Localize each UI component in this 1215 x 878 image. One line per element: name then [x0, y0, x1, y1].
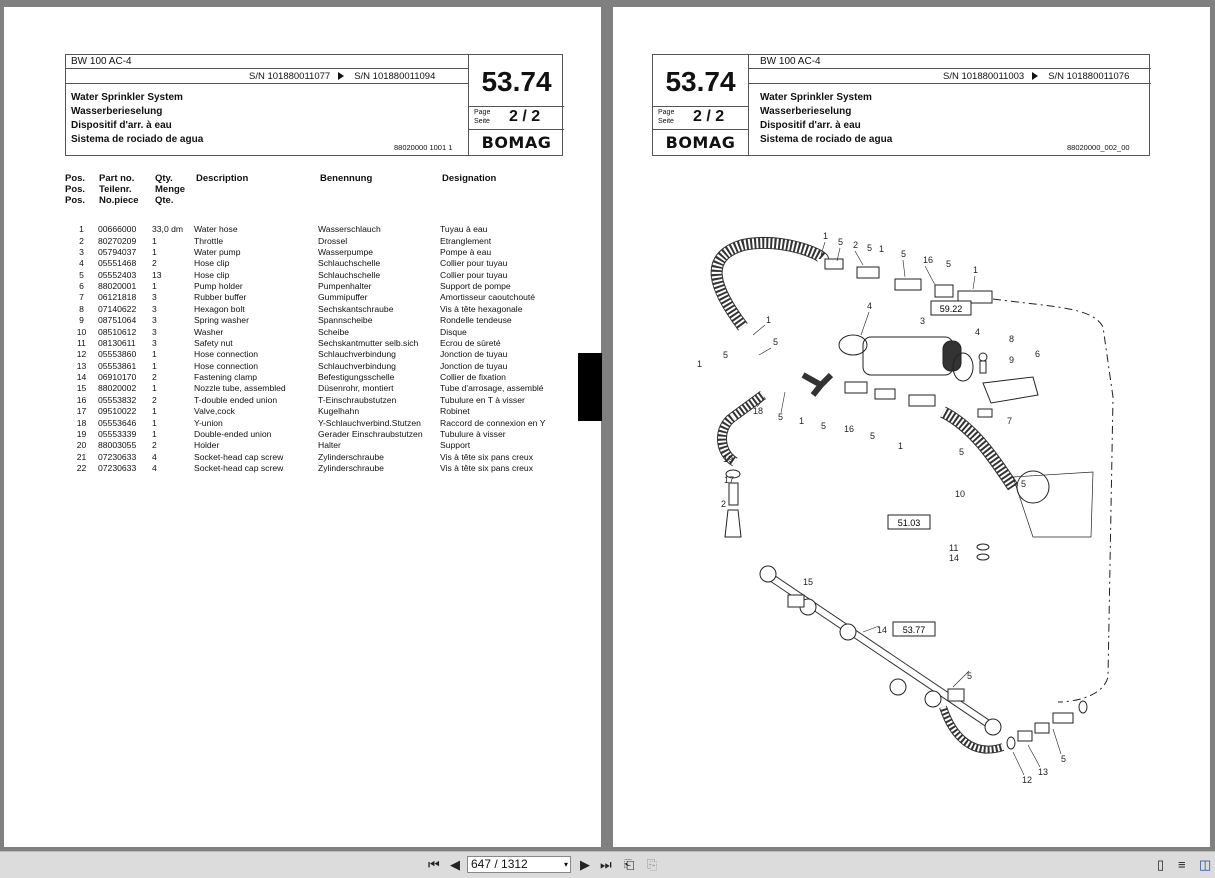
table-row — [65, 429, 545, 440]
table-row — [65, 440, 545, 451]
cell-part: 00666000 — [98, 224, 137, 235]
cell-qty: 1 — [152, 360, 157, 371]
table-row — [65, 372, 545, 383]
right-serial-range — [943, 71, 1129, 82]
cell-ben: Düsenrohr, montiert — [318, 383, 394, 394]
callout: 7 — [1007, 416, 1013, 426]
cell-pos: 18 — [76, 417, 87, 428]
cell-qty: 3 — [152, 326, 157, 337]
right-header-text — [749, 55, 1151, 155]
right-doc-number: 88020000_002_00 — [1067, 143, 1130, 152]
col-header-part: Part no. Teilenr. No.piece — [99, 173, 139, 206]
divider — [66, 68, 468, 69]
cell-desc: Hose connection — [194, 360, 259, 371]
cell-pos: 9 — [79, 315, 84, 326]
table-row — [65, 247, 545, 258]
cell-ben: Sechskantmutter selb.sich — [318, 337, 419, 348]
cell-des: Vis à tête six pans creux — [440, 451, 533, 462]
title-es: Sistema de rociado de agua — [760, 134, 893, 145]
right-sn-to: S/N 101880011076 — [1048, 71, 1130, 82]
cell-pos: 21 — [76, 451, 87, 462]
cell-pos: 19 — [76, 428, 87, 439]
cell-des: Vis à tête hexagonale — [440, 303, 523, 314]
cell-ben: Sechskantschraube — [318, 303, 394, 314]
cell-qty: 2 — [152, 394, 157, 405]
cell-pos: 11 — [77, 337, 86, 348]
left-doc-number: 88020000 1001 1 — [394, 143, 453, 152]
callout: 5 — [959, 447, 965, 457]
right-sn-from: S/N 101880011003 — [943, 71, 1025, 82]
cell-desc: Fastening clamp — [194, 372, 258, 383]
cell-part: 05553339 — [98, 428, 137, 439]
callout: 5 — [723, 350, 729, 360]
cell-qty: 33,0 dm — [152, 224, 184, 235]
cell-pos: 3 — [79, 246, 84, 257]
cell-pos: 1 — [79, 224, 84, 235]
cell-part: 07230633 — [98, 463, 137, 474]
cell-pos: 16 — [76, 394, 87, 405]
cell-des: Vis à tête six pans creux — [440, 463, 533, 474]
cell-des: Tuyau à eau — [440, 224, 488, 235]
callout: 13 — [1038, 767, 1049, 777]
left-serial-range — [249, 71, 435, 82]
cell-qty: 1 — [152, 349, 157, 360]
t-union — [935, 285, 953, 297]
cell-qty: 3 — [152, 337, 157, 348]
title-fr: Dispositif d'arr. à eau — [71, 120, 172, 131]
table-row — [65, 258, 545, 269]
water-pump — [863, 337, 953, 375]
cell-des: Ecrou de sûreté — [440, 337, 501, 348]
cell-des: Raccord de connexion en Y — [440, 417, 546, 428]
cell-part: 88020002 — [98, 383, 137, 394]
cell-des: Support — [440, 440, 471, 451]
callout: 5 — [967, 671, 973, 681]
cell-desc: Hexagon bolt — [194, 303, 245, 314]
cell-desc: Rubber buffer — [194, 292, 247, 303]
cell-des: Amortisseur caoutchouté — [440, 292, 536, 303]
cell-ben: T-Einschraubstutzen — [318, 394, 397, 405]
cell-part: 88003055 — [98, 440, 137, 451]
table-row — [65, 235, 545, 246]
callout: 5 — [946, 259, 952, 269]
cell-des: Collier pour tuyau — [440, 258, 508, 269]
left-sn-from: S/N 101880011077 — [249, 71, 331, 82]
table-row — [65, 315, 545, 326]
cell-des: Support de pompe — [440, 281, 511, 292]
parts-table — [65, 224, 545, 474]
cell-desc: Hose clip — [194, 269, 230, 280]
valve-cock — [725, 510, 741, 537]
callout: 1 — [898, 441, 904, 451]
left-page — [4, 7, 601, 847]
arrow-right-icon — [338, 72, 344, 80]
table-row — [65, 304, 545, 315]
callout: 2 — [721, 499, 727, 509]
callout: 3 — [920, 316, 926, 326]
callout: 10 — [955, 489, 966, 499]
callout: 5 — [821, 421, 827, 431]
callout: 1 — [697, 359, 703, 369]
callout: 12 — [1022, 775, 1033, 785]
callout: 5 — [870, 431, 876, 441]
table-row — [65, 270, 545, 281]
callout: 2 — [853, 240, 859, 250]
callouts — [697, 231, 1066, 785]
callout: 9 — [1009, 355, 1015, 365]
callout: 4 — [975, 327, 981, 337]
previous-view-icon[interactable]: ⎗ — [624, 857, 635, 872]
exploded-parts-diagram — [673, 217, 1193, 792]
ref-box-59-22 — [931, 301, 971, 315]
table-row — [65, 349, 545, 360]
cell-desc: Water hose — [194, 224, 238, 235]
col-header-description: Description — [196, 173, 249, 184]
callout: 4 — [867, 301, 873, 311]
right-titles — [760, 91, 892, 147]
cell-ben: Zylinderschraube — [318, 451, 384, 462]
cell-qty: 4 — [152, 451, 157, 462]
callout: 14 — [949, 553, 960, 563]
cell-qty: 3 — [152, 292, 157, 303]
col-header-designation: Designation — [442, 173, 497, 184]
cell-pos: 13 — [76, 360, 87, 371]
cell-ben: Wasserschlauch — [318, 224, 381, 235]
ref-53-77: 53.77 — [902, 625, 926, 635]
cell-part: 08510612 — [98, 326, 137, 337]
table-row — [65, 326, 545, 337]
cell-des: Jonction de tuyau — [440, 349, 508, 360]
callout: 18 — [753, 406, 764, 416]
cell-pos: 6 — [79, 281, 84, 292]
cell-pos: 15 — [76, 383, 87, 394]
cell-desc: Throttle — [194, 235, 224, 246]
page-value: 2 / 2 — [509, 108, 541, 125]
cell-des: Tube d'arrosage, assemblé — [440, 383, 544, 394]
viewer-toolbar — [0, 851, 1215, 878]
cell-ben: Scheibe — [318, 326, 350, 337]
table-row — [65, 338, 545, 349]
callout: 19 — [723, 454, 734, 464]
cell-ben: Kugelhahn — [318, 406, 360, 417]
table-row — [65, 224, 545, 235]
callout: 5 — [838, 237, 844, 247]
cell-ben: Wasserpumpe — [318, 246, 374, 257]
cell-ben: Y-Schlauchverbind.Stutzen — [318, 417, 421, 428]
cell-desc: Socket-head cap screw — [194, 451, 284, 462]
cell-pos: 4 — [79, 258, 84, 269]
callout: 5 — [778, 412, 784, 422]
cell-pos: 5 — [79, 269, 84, 280]
cell-part: 07230633 — [98, 451, 137, 462]
callout: 17 — [724, 475, 735, 485]
table-row — [65, 395, 545, 406]
cell-part: 09510022 — [98, 406, 137, 417]
cell-qty: 3 — [152, 315, 157, 326]
bomag-logo: BOMAG — [665, 133, 736, 152]
title-de: Wasserberieselung — [760, 106, 852, 117]
cell-ben: Schlauchverbindung — [318, 360, 396, 371]
table-row — [65, 281, 545, 292]
cell-des: Pompe à eau — [440, 246, 492, 257]
ref-box-53-77 — [893, 622, 935, 636]
divider — [749, 68, 1151, 69]
title-en: Water Sprinkler System — [760, 92, 872, 103]
cell-qty: 1 — [152, 246, 157, 257]
cell-part: 05553860 — [98, 349, 137, 360]
y-union — [803, 375, 831, 395]
cell-ben: Drossel — [318, 235, 348, 246]
cell-qty: 13 — [152, 269, 162, 280]
cell-part: 08751064 — [98, 315, 137, 326]
cell-qty: 2 — [152, 372, 157, 383]
cell-ben: Halter — [318, 440, 341, 451]
cell-des: Tubulure en T à visser — [440, 394, 525, 405]
cell-qty: 2 — [152, 258, 157, 269]
cell-part: 08130611 — [98, 337, 136, 348]
cell-part: 05551468 — [98, 258, 137, 269]
page-indicator: 647 / 1312 — [471, 857, 528, 871]
callout: 15 — [803, 577, 814, 587]
cell-pos: 10 — [76, 326, 87, 337]
ref-51-03: 51.03 — [897, 518, 921, 528]
cell-desc: Hose clip — [194, 258, 230, 269]
cell-desc: Valve,cock — [194, 406, 235, 417]
cell-desc: T-double ended union — [194, 394, 278, 405]
cell-pos: 8 — [79, 303, 84, 314]
cell-pos: 17 — [76, 406, 87, 417]
cell-qty: 2 — [152, 440, 157, 451]
continuous-view-icon[interactable]: ≡ — [1178, 857, 1186, 872]
title-es: Sistema de rociado de agua — [71, 134, 204, 145]
facing-pages-view-icon[interactable]: ◫ — [1199, 857, 1212, 872]
cell-ben: Gummipuffer — [318, 292, 368, 303]
cell-ben: Pumpenhalter — [318, 281, 372, 292]
callout: 5 — [773, 337, 779, 347]
fitting — [825, 259, 843, 269]
callout: 8 — [1009, 334, 1015, 344]
callout: 5 — [867, 243, 873, 253]
cell-des: Jonction de tuyau — [440, 360, 508, 371]
cell-qty: 1 — [152, 406, 157, 417]
cell-desc: Nozzle tube, assembled — [194, 383, 286, 394]
cell-desc: Water pump — [194, 246, 241, 257]
callout: 1 — [823, 231, 829, 241]
cell-des: Etranglement — [440, 235, 492, 246]
last-page-icon[interactable]: ⏭ — [600, 857, 612, 872]
cell-ben: Befestigungsschelle — [318, 372, 395, 383]
cell-part: 07140622 — [98, 303, 137, 314]
callout: 5 — [901, 249, 907, 259]
cell-pos: 22 — [76, 463, 87, 474]
single-page-view-icon[interactable]: ▯ — [1157, 857, 1165, 872]
cell-desc: Hose connection — [194, 349, 259, 360]
page-counter — [653, 106, 748, 130]
cell-qty: 4 — [152, 463, 157, 474]
cell-des: Disque — [440, 326, 467, 337]
callout: 16 — [844, 424, 855, 434]
page-value: 2 / 2 — [693, 108, 725, 125]
chevron-down-icon[interactable]: ▾ — [563, 860, 568, 869]
divider — [749, 83, 1151, 84]
table-row — [65, 463, 545, 474]
left-titles — [71, 91, 203, 147]
cell-des: Rondelle tendeuse — [440, 315, 512, 326]
section-tab-marker — [578, 353, 602, 421]
cell-des: Tubulure à visser — [440, 428, 506, 439]
table-row — [65, 292, 545, 303]
cell-ben: Schlauchschelle — [318, 269, 381, 280]
cell-ben: Schlauchschelle — [318, 258, 381, 269]
cell-qty: 1 — [152, 235, 157, 246]
cell-ben: Zylinderschraube — [318, 463, 384, 474]
divider — [66, 83, 468, 84]
col-header-benennung: Benennung — [320, 173, 373, 184]
cell-part: 05794037 — [98, 246, 137, 257]
cell-pos: 20 — [76, 440, 87, 451]
cell-pos: 7 — [79, 292, 84, 303]
cell-qty: 3 — [152, 303, 157, 314]
cell-ben: Spannscheibe — [318, 315, 373, 326]
cell-desc: Washer — [194, 326, 224, 337]
cell-ben: Gerader Einschraubstutzen — [318, 428, 423, 439]
left-header-block — [65, 54, 563, 156]
table-row — [65, 383, 545, 394]
callout: 1 — [879, 244, 885, 254]
title-en: Water Sprinkler System — [71, 92, 183, 103]
cell-desc: Spring washer — [194, 315, 249, 326]
callout: 5 — [1061, 754, 1067, 764]
cell-part: 05553861 — [98, 360, 137, 371]
cell-pos: 2 — [79, 235, 84, 246]
callout: 1 — [766, 315, 772, 325]
callout: 16 — [923, 255, 934, 265]
right-group-box — [653, 54, 749, 156]
ref-59-22: 59.22 — [939, 304, 963, 314]
fitting — [895, 279, 921, 290]
cell-part: 05553832 — [98, 394, 137, 405]
cell-part: 06910170 — [98, 372, 137, 383]
callout: 14 — [877, 625, 888, 635]
page-label: Page Seite — [474, 109, 491, 125]
cell-part: 05552403 — [98, 269, 137, 280]
cell-qty: 1 — [152, 281, 157, 292]
title-fr: Dispositif d'arr. à eau — [760, 120, 861, 131]
cell-des: Collier de fixation — [440, 372, 506, 383]
table-row — [65, 417, 545, 428]
cell-qty: 1 — [152, 428, 157, 439]
group-number: 53.74 — [665, 66, 736, 97]
left-group-box — [468, 54, 564, 156]
title-de: Wasserberieselung — [71, 106, 163, 117]
previous-page-icon[interactable]: ◀ — [450, 857, 460, 872]
cell-part: 80270209 — [98, 235, 137, 246]
pump-holder — [983, 377, 1038, 403]
cell-qty: 1 — [152, 383, 157, 394]
group-number: 53.74 — [481, 66, 552, 97]
col-header-qty: Qty. Menge Qte. — [155, 173, 186, 206]
table-row — [65, 361, 545, 372]
bomag-logo: BOMAG — [481, 133, 552, 152]
left-model: BW 100 AC-4 — [71, 56, 132, 67]
cell-qty: 1 — [152, 417, 157, 428]
page-counter — [469, 106, 564, 130]
table-row — [65, 452, 545, 463]
right-header-block — [652, 54, 1150, 156]
cell-ben: Schlauchverbindung — [318, 349, 396, 360]
callout: 6 — [1035, 349, 1041, 359]
next-view-icon[interactable]: ⎘ — [647, 857, 658, 872]
cell-desc: Safety nut — [194, 337, 233, 348]
callout: 1 — [973, 265, 979, 275]
first-page-icon[interactable]: ⏮ — [428, 857, 440, 872]
cell-part: 88020001 — [98, 281, 137, 292]
col-header-pos: Pos. Pos. Pos. — [65, 173, 86, 206]
cell-part: 06121818 — [98, 292, 137, 303]
cell-part: 05553646 — [98, 417, 137, 428]
left-sn-to: S/N 101880011094 — [354, 71, 436, 82]
arrow-right-icon — [1032, 72, 1038, 80]
cell-des: Collier pour tuyau — [440, 269, 508, 280]
fitting — [857, 267, 879, 278]
cell-desc: Double-ended union — [194, 428, 272, 439]
callout: 5 — [1021, 479, 1027, 489]
page-number-input[interactable] — [467, 856, 571, 873]
table-row — [65, 406, 545, 417]
cell-desc: Holder — [194, 440, 220, 451]
cell-desc: Socket-head cap screw — [194, 463, 284, 474]
cell-desc: Y-union — [194, 417, 223, 428]
right-model: BW 100 AC-4 — [760, 56, 821, 67]
next-page-icon[interactable]: ▶ — [580, 857, 590, 872]
ref-box-51-03 — [888, 515, 930, 529]
cell-des: Robinet — [440, 406, 470, 417]
right-page — [613, 7, 1210, 847]
page-label: Page Seite — [658, 109, 675, 125]
cell-desc: Pump holder — [194, 281, 243, 292]
cell-pos: 14 — [76, 372, 87, 383]
callout: 11 — [949, 543, 959, 553]
callout: 1 — [799, 416, 805, 426]
cell-pos: 12 — [76, 349, 87, 360]
